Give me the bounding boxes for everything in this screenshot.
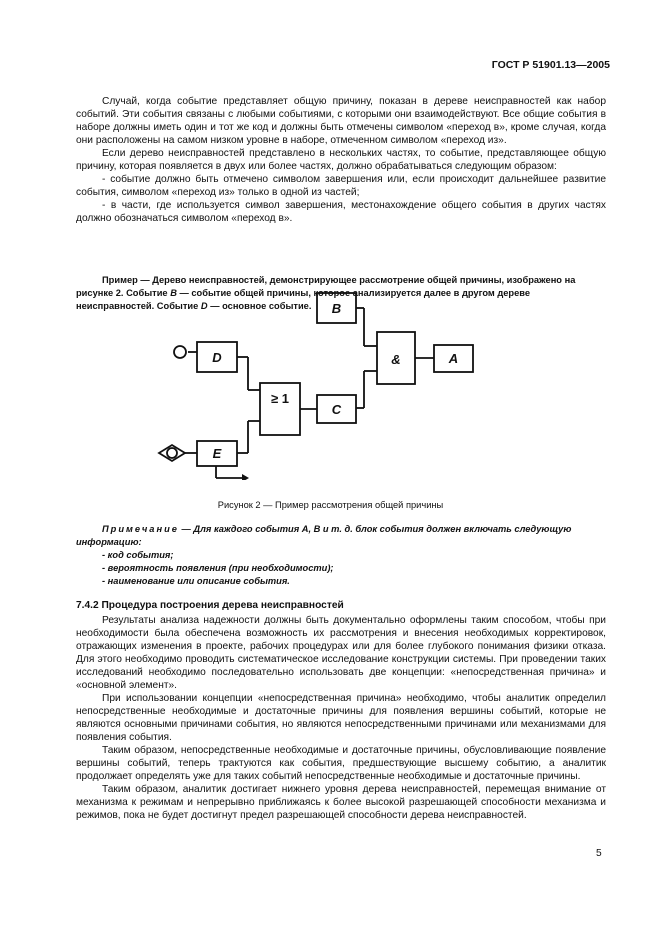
basic-event-circle-icon — [174, 346, 186, 358]
intro-paragraph-1: Случай, когда событие представляет общую причину, показан в дереве неисправностей как набор событий. Эти события связаны с любыми событиями, с которыми они взаимодействуют. Все общие события в наборе должны иметь один и тот же код и должны быть отмечены символом «переход в», кроме случая, когда они расположены на самом низком уровне в наборе, отмеченном символом «переход из». — [76, 96, 606, 146]
section-body — [76, 614, 606, 822]
label-b: B — [331, 301, 342, 316]
figure-caption: Рисунок 2 — Пример рассмотрения общей причины — [217, 500, 444, 510]
transfer-arrow-icon — [242, 474, 249, 480]
example-event-d: D — [200, 301, 208, 311]
label-or-gate: ≥ 1 — [271, 391, 289, 406]
note-block — [76, 523, 606, 588]
section-paragraph-3: Таким образом, непосредственные необходимые и достаточные причины, обусловливающие появление вершины событий, теперь трактуются как события, предшествующие высшему событию, а аналитик продолжает определять уже для таких событий непосредственные необходимые и достаточные причины. — [76, 745, 606, 782]
example-lead: Пример — Дерево неисправностей, демонстрирующее рассмотрение общей причины, изображено на рисунке 2. Событие — [76, 275, 576, 298]
note-item-1: - код события; — [102, 550, 174, 560]
label-c: C — [331, 402, 342, 417]
section-paragraph-1: Результаты анализа надежности должны быть документально оформлены таким способом, чтобы при необходимости была обеспечена возможность их рассмотрения и внесения необходимых корректировок, отражающих изменения в проекте, рабочих процедурах или для более глубокого понимания физики отказа. Для этого необходимо проводить систематическое исследование конструкции системы. При проведении таких исследований необходимо последовательно использовать две концепции: «непосредственная причина» и «основной элемент». — [76, 615, 606, 691]
section-paragraph-2: При использовании концепции «непосредственная причина» необходимо, чтобы аналитик определил непосредственные необходимые и достаточные причины для появления вершины событий, которые не являются основными причинами события, но являются непосредственными причинами или механизмами для появления события. — [76, 693, 606, 743]
intro-paragraph-2: Если дерево неисправностей представлено в нескольких частях, то событие, представляющее общую причину, которая появляется в двух или более частях, должно обрабатываться следующим образом: — [76, 148, 606, 172]
section-heading: 7.4.2 Процедура построения дерева неисправностей — [76, 600, 344, 611]
example-mid: — событие общей причины, которое анализируется далее в другом дереве неисправностей. Событие — [76, 288, 531, 311]
example-tail: — основное событие. — [207, 301, 312, 311]
page-number: 5 — [596, 848, 602, 859]
note-text: — Для каждого события A, B и т. д. блок события должен включать следующую информацию: — [76, 524, 572, 547]
label-e: E — [212, 446, 222, 461]
fault-tree-diagram — [150, 288, 495, 480]
document-id: ГОСТ Р 51901.13—2005 — [491, 59, 610, 71]
note-item-3: - наименование или описание события. — [102, 576, 290, 586]
note-paragraph — [76, 523, 606, 549]
label-d: D — [212, 350, 222, 365]
example-event-b: B — [170, 288, 177, 298]
intro-list-item-1: - событие должно быть отмечено символом завершения или, если происходит дальнейшее развитие события, символом «переход из» только в одной из частей; — [76, 174, 606, 198]
intro-list-item-2: - в части, где используется символ завершения, местонахождение общего события в других частях должно обозначаться символом «переход в». — [76, 200, 606, 224]
label-and-gate: & — [391, 352, 401, 367]
note-item-2: - вероятность появления (при необходимости); — [102, 563, 334, 573]
label-a: A — [448, 351, 459, 366]
section-paragraph-4: Таким образом, аналитик достигает нижнего уровня дерева неисправностей, перемещая внимание от механизма к режимам и непрерывно приближаясь к более высокой разрешающей способности механизма и режимов, пока не будет достигнут предел разрешающей способности дерева неисправностей. — [76, 784, 606, 821]
note-label: Примечание — [102, 524, 179, 534]
intro-block — [76, 95, 606, 225]
undeveloped-event-inner-circle-icon — [167, 448, 177, 458]
